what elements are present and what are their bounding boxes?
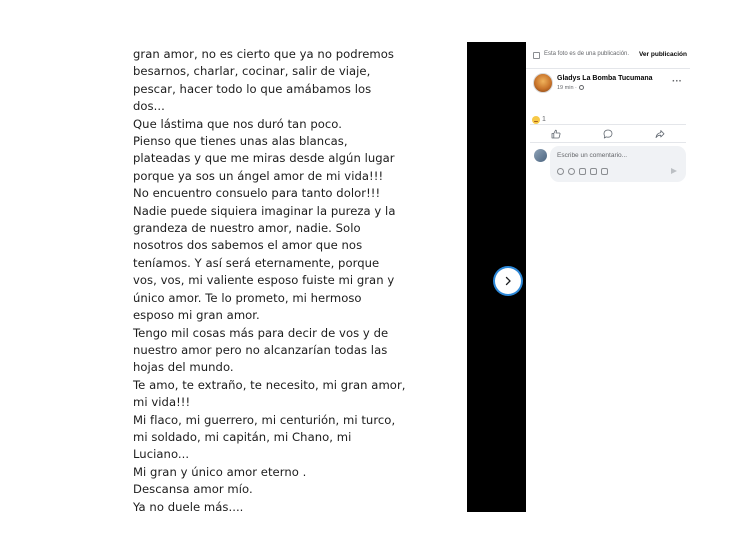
photo-text-line: teníamos. Y así será eternamente, porque	[133, 255, 380, 270]
photo-text-line: nosotros dos sabemos el amor que nos	[133, 238, 363, 253]
photo-text-line: mi vida!!!	[133, 395, 191, 410]
like-button[interactable]	[541, 127, 571, 141]
camera-icon[interactable]	[579, 168, 586, 175]
post-meta	[557, 85, 584, 91]
photo-text-line: mi soldado, mi capitán, mi Chano, mi	[133, 429, 352, 444]
comment-input[interactable]	[550, 146, 686, 182]
post-actions	[530, 124, 686, 143]
share-arrow-icon	[655, 129, 665, 139]
photo-context-hint: Esta foto es de una publicación.	[544, 51, 630, 57]
comment-composer	[530, 146, 688, 186]
photo-text	[133, 46, 406, 512]
photo-text-line: Nadie puede siquiera imaginar la pureza y la	[133, 203, 396, 218]
share-button[interactable]	[645, 127, 675, 141]
photo-text-line: Tengo mil cosas más para decir de vos y de	[133, 325, 389, 340]
send-icon[interactable]	[671, 168, 677, 174]
post-photo	[50, 42, 467, 512]
globe-icon	[579, 85, 584, 90]
comment-tools	[557, 168, 608, 175]
sticker-icon[interactable]	[601, 168, 608, 175]
photo-text-line: No encuentro consuelo para tanto dolor!!!	[133, 186, 381, 201]
photo-text-line: hojas del mundo.	[133, 360, 234, 375]
comment-bubble-icon	[603, 129, 613, 139]
photo-text-line: plateadas y que me miras desde algún lugar	[133, 151, 395, 166]
photo-text-line: Ya no duele más....	[133, 499, 244, 512]
avatar-sticker-icon[interactable]	[557, 168, 564, 175]
post-side-panel	[526, 42, 690, 512]
current-user-avatar	[534, 149, 547, 162]
reaction-count: 1	[542, 116, 546, 124]
tag-icon	[533, 52, 540, 59]
photo-text-line: nuestro amor pero no alcanzarían todas las	[133, 342, 388, 357]
sad-reaction-icon	[532, 116, 540, 124]
author-name[interactable]: Gladys La Bomba Tucumana	[557, 75, 653, 82]
photo-text-line: pescar, hacer todo lo que amábamos los	[133, 81, 372, 96]
photo-text-line: Mi flaco, mi guerrero, mi centurión, mi turco,	[133, 412, 396, 427]
view-post-link[interactable]: Ver publicación	[638, 51, 687, 58]
photo-text-line: Te amo, te extraño, te necesito, mi gran amor,	[133, 377, 406, 392]
comment-button[interactable]	[593, 127, 623, 141]
photo-text-line: Que lástima que nos duró tan poco.	[133, 116, 342, 131]
chevron-right-icon	[503, 276, 513, 286]
photo-text-line: Descansa amor mío.	[133, 482, 253, 497]
next-photo-button[interactable]	[495, 268, 521, 294]
emoji-icon[interactable]	[568, 168, 575, 175]
photo-text-line: único amor. Te lo prometo, mi hermoso	[133, 290, 362, 305]
reaction-summary[interactable]	[532, 111, 546, 124]
photo-text-line: Pienso que tienes unas alas blancas,	[133, 134, 348, 149]
post-time[interactable]: 19 min ·	[557, 85, 577, 91]
photo-context-bar	[526, 42, 690, 69]
photo-text-line: dos...	[133, 99, 165, 114]
photo-text-line: grandeza de nuestro amor, nadie. Solo	[133, 221, 361, 236]
comment-placeholder: Escribe un comentario...	[557, 152, 628, 159]
author-avatar[interactable]	[533, 73, 553, 93]
photo-text-line: besarnos, charlar, cocinar, salir de viaje,	[133, 64, 371, 79]
photo-text-line: gran amor, no es cierto que ya no podremos	[133, 47, 394, 61]
photo-text-line: esposo mi gran amor.	[133, 308, 260, 323]
more-options-button[interactable]: ···	[672, 76, 682, 87]
photo-text-line: Mi gran y único amor eterno .	[133, 464, 307, 479]
thumbs-up-icon	[551, 129, 561, 139]
gif-icon[interactable]	[590, 168, 597, 175]
post-header	[526, 70, 690, 100]
photo-text-line: Luciano...	[133, 447, 190, 462]
photo-text-line: vos, vos, mi valiente esposo fuiste mi gran y	[133, 273, 395, 288]
photo-text-line: porque ya sos un ángel amor de mi vida!!!	[133, 168, 384, 183]
